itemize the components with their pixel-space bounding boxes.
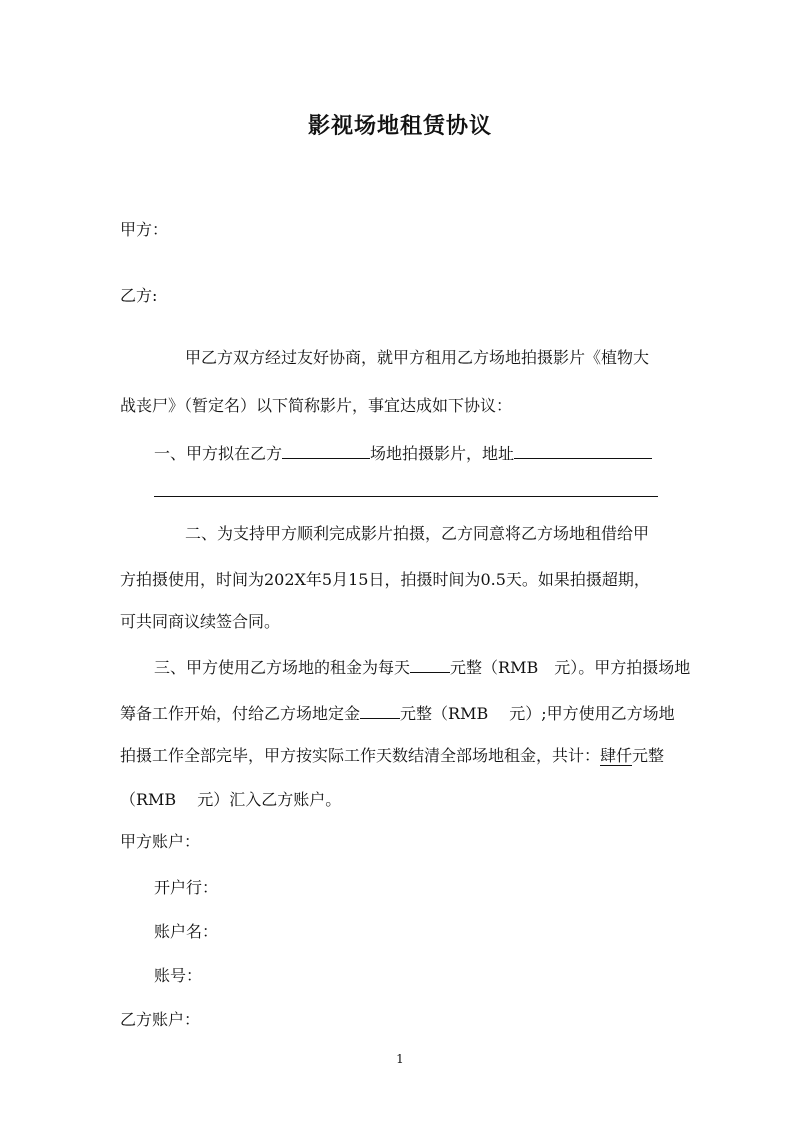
intro-line-1: 甲乙方双方经过友好协商，就甲方租用乙方场地拍摄影片《植物大 xyxy=(185,348,650,367)
page-number: 1 xyxy=(396,1052,404,1066)
clause-3-line-3-a: 拍摄工作全部完毕，甲方按实际工作天数结清全部场地租金，共计： xyxy=(120,746,601,765)
clause-3-line-1-b: 元整（RMB 元）。甲方拍摄场地 xyxy=(450,658,691,677)
clause-3-line-1 xyxy=(154,654,690,680)
clause-1 xyxy=(154,440,652,466)
account-name-label: 账户名： xyxy=(154,922,219,941)
clause-2-line-1: 二、为支持甲方顺利完成影片拍摄，乙方同意将乙方场地租借给甲 xyxy=(185,524,650,543)
party-a-label: 甲方： xyxy=(120,220,169,239)
party-b-label: 乙方: xyxy=(120,286,158,305)
party-b-account-label: 乙方账户： xyxy=(120,1010,201,1029)
clause-3-line-3 xyxy=(120,744,664,768)
clause-2-line-3: 可共同商议续签合同。 xyxy=(120,612,281,631)
clause-1-middle: 场地拍摄影片，地址 xyxy=(370,444,515,463)
clause-3-line-1-a: 三、甲方使用乙方场地的租金为每天 xyxy=(154,658,411,677)
clause-2-line-2: 方拍摄使用，时间为202X年5月15日，拍摄时间为0.5天。如果拍摄超期， xyxy=(120,570,650,589)
clause-3-line-2-a: 筹备工作开始，付给乙方场地定金 xyxy=(120,704,361,723)
clause-3-line-3-b: 元整 xyxy=(632,746,665,765)
address-continuation-blank[interactable] xyxy=(154,496,658,497)
clause-1-prefix: 一、甲方拟在乙方 xyxy=(154,444,283,463)
party-a-account-label: 甲方账户： xyxy=(120,832,201,851)
venue-name-blank[interactable] xyxy=(282,440,370,459)
document-title: 影视场地租赁协议 xyxy=(307,113,492,139)
address-blank[interactable] xyxy=(514,440,652,459)
clause-3-line-2-b: 元整（RMB 元）;甲方使用乙方场地 xyxy=(400,704,675,723)
bank-label: 开户行： xyxy=(154,878,219,897)
intro-line-2: 战丧尸》（暂定名）以下简称影片，事宜达成如下协议： xyxy=(120,396,513,415)
deposit-blank[interactable] xyxy=(360,700,400,719)
daily-rent-blank[interactable] xyxy=(410,654,450,673)
clause-3-line-4: （RMB 元）汇入乙方账户。 xyxy=(120,790,342,809)
account-number-label: 账号： xyxy=(154,966,203,985)
clause-3-line-2 xyxy=(120,700,675,726)
total-amount-text: 肆仟 xyxy=(600,746,633,765)
